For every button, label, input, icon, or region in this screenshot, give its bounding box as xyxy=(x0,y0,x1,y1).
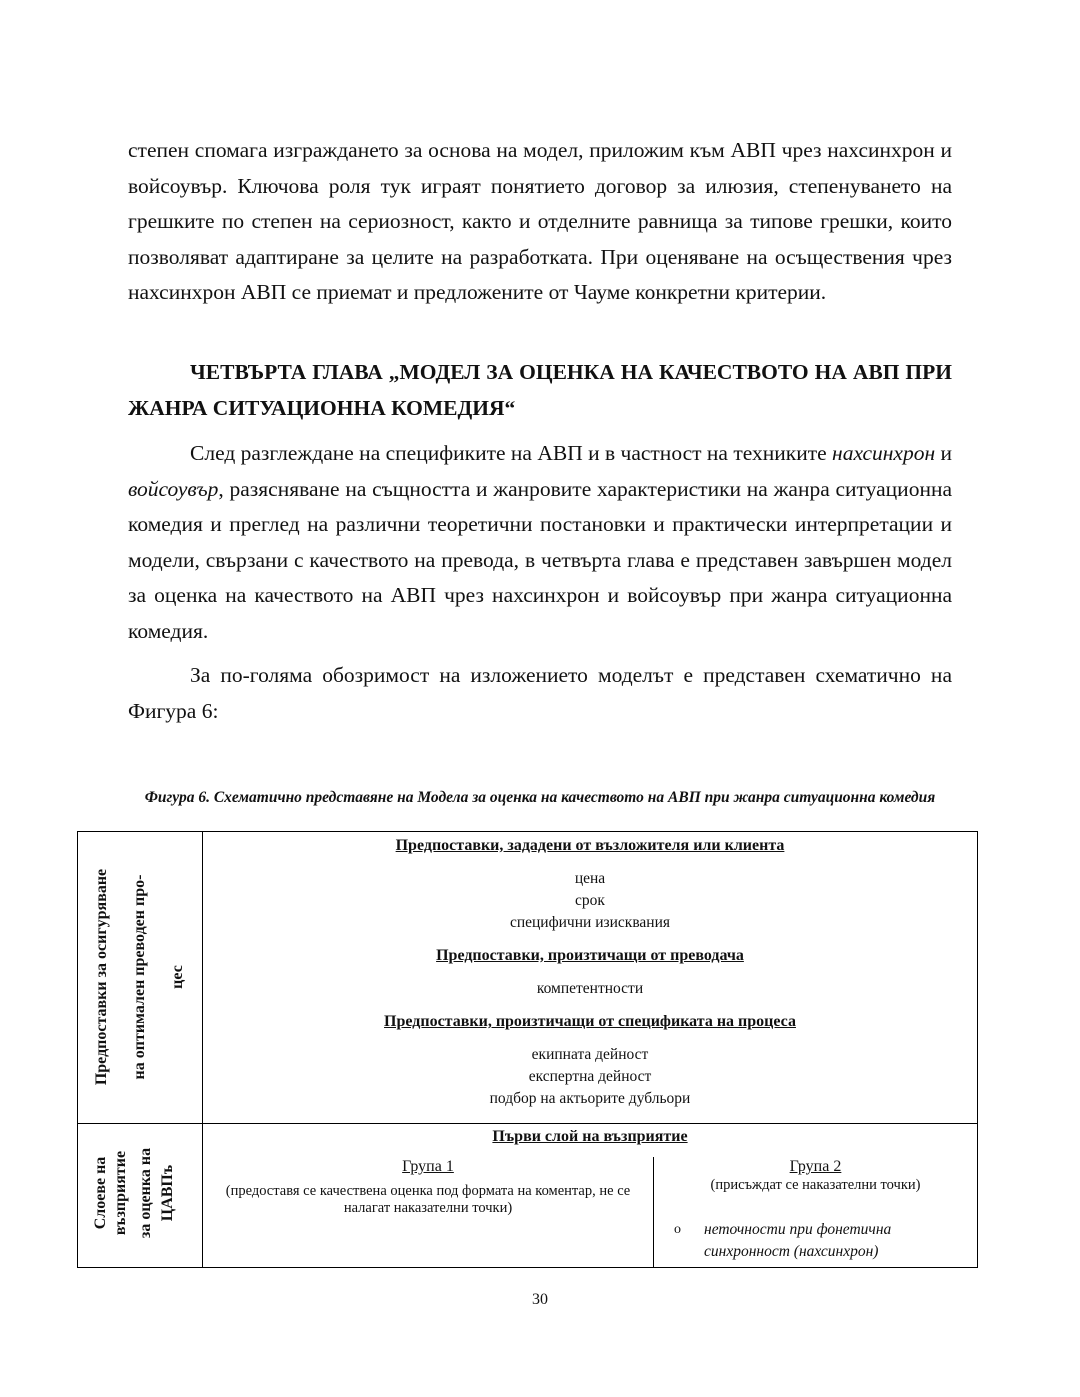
list-item: цена xyxy=(574,870,606,887)
figure-6-table xyxy=(77,831,978,1268)
list-item: експертна дейност xyxy=(528,1068,652,1085)
p2-term-nachsync: нахсинхрон xyxy=(832,441,936,465)
table-row-prerequisites xyxy=(78,832,977,1124)
row-label-line-2: на оптимален преводен про- xyxy=(131,874,148,1080)
section-title-first-layer: Първи слой на възприятие xyxy=(492,1128,688,1145)
bullet-circle-icon: o xyxy=(674,1222,681,1237)
list-item xyxy=(674,1219,944,1263)
list-item: подбор на актьорите дубльори xyxy=(489,1090,691,1107)
prerequisites-content xyxy=(203,832,977,1123)
paragraph-3-text: За по-голяма обозримост на изложението моделът е представен схематично на Фигура 6: xyxy=(128,663,952,723)
section-title-translator: Предпоставки, произтичащи от преводача xyxy=(436,947,744,964)
paragraph-1-text: степен спомага изграждането за основа на модел, приложим към АВП чрез нахсинхрон и войсоувър. Ключова роля тук играят понятието договор за илюзия, степенуването на грешките по степен на сериозност, както и отделните равнища за типове грешки, които позволяват адаптиране за целите на разработката. При оценяване на осъществения чрез нахсинхрон АВП се приемат и предложените от Чауме конкретни критерии. xyxy=(128,138,952,304)
p2-text-a: След разглеждане на спецификите на АВП и в частност на техниките xyxy=(190,441,833,465)
list-item: компетентности xyxy=(536,980,644,997)
chapter-heading: ЧЕТВЪРТА ГЛАВА „МОДЕЛ ЗА ОЦЕНКА НА КАЧЕСТВОТО НА АВП ПРИ ЖАНРА СИТУАЦИОННА КОМЕДИЯ“ xyxy=(128,360,952,420)
row-label-line-4: ЦАВПъ xyxy=(159,1164,176,1222)
perception-content xyxy=(203,1123,977,1268)
section-title-process: Предпоставки, произтичащи от спецификата на процеса xyxy=(384,1013,796,1030)
list-item: специфични изисквания xyxy=(509,914,671,931)
p2-and: и xyxy=(935,441,953,465)
group-2-note: (присъждат се наказателни точки) xyxy=(710,1177,921,1193)
paragraph-2 xyxy=(128,436,952,649)
paragraph-1 xyxy=(128,133,952,311)
group-2-cell xyxy=(654,1157,977,1260)
row-label-line-2: възприятие xyxy=(112,1150,129,1236)
row-label-perception xyxy=(78,1123,203,1268)
row-label-prerequisites xyxy=(78,832,203,1123)
bullet-text: неточности при фонетична синхронност (нахсинхрон) xyxy=(704,1221,892,1260)
page-number: 30 xyxy=(532,1291,548,1308)
group-2-title: Група 2 xyxy=(789,1158,842,1175)
section-title-client: Предпоставки, зададени от възложителя или клиента xyxy=(395,837,785,854)
group-1-note: (предоставя се качествена оценка под формата на коментар, не се налагат наказателни точки) xyxy=(225,1183,631,1216)
row-label-line-1: Предпоставки за осигуряване xyxy=(93,868,110,1086)
figure-caption: Фигура 6. Схематично представяне на Модела за оценка на качеството на АВП при жанра ситуационна комедия xyxy=(144,789,936,806)
list-item: срок xyxy=(575,892,605,909)
table-row-perception-layers xyxy=(78,1123,977,1268)
row-label-line-3: цес xyxy=(169,965,186,989)
row-label-line-3: за оценка на xyxy=(137,1147,154,1239)
group-1-title: Група 1 xyxy=(402,1158,454,1175)
paragraph-3 xyxy=(128,658,952,729)
group-1-cell xyxy=(203,1157,653,1217)
p2-term-voiceover: войсоувър xyxy=(128,476,219,501)
row-label-line-1: Слоеве на xyxy=(92,1156,109,1230)
list-item: екипната дейност xyxy=(531,1046,649,1063)
p2-text-b: , разясняване на същността и жанровите характеристики на жанра ситуационна комедия и преглед на различни теоретични постановки и практически интерпретации и модели, свързани с качеството на превода, в четвърта глава е представен завършен модел за оценка на качеството на АВП чрез нахсинхрон и войсоувър при жанра ситуационна комедия. xyxy=(128,476,952,643)
